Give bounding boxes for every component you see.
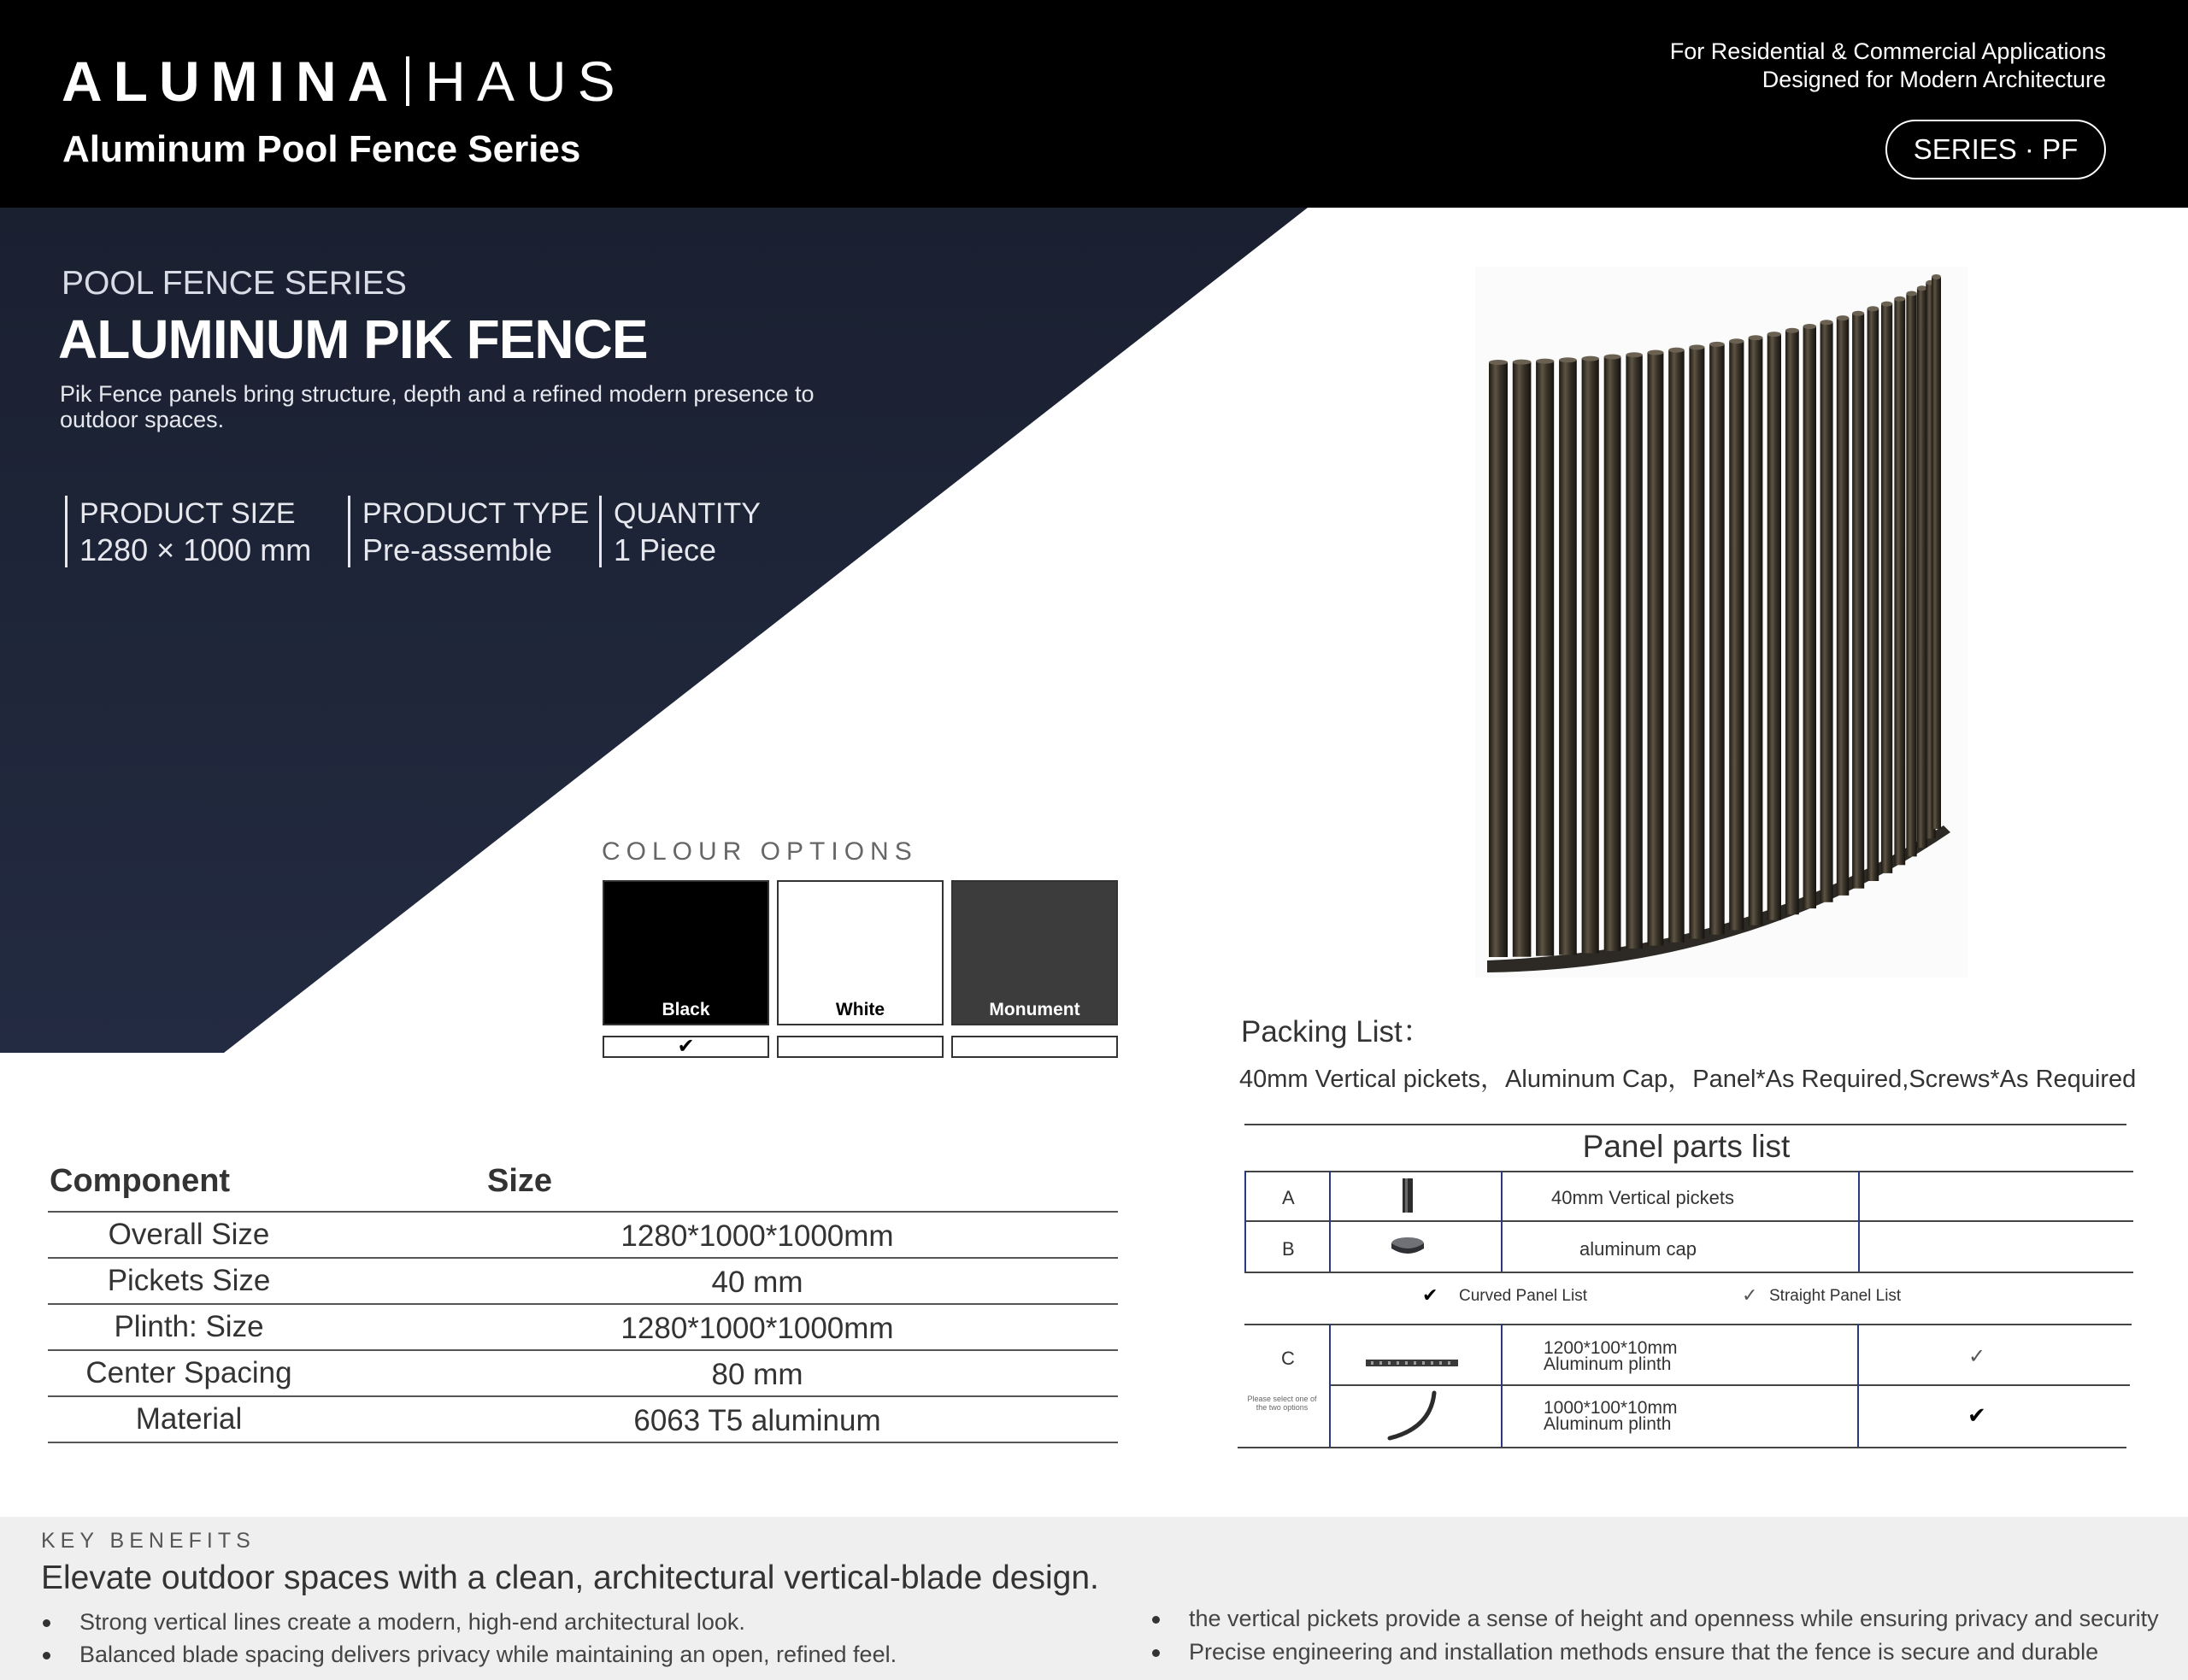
rule: [1244, 1324, 2132, 1325]
spec-product-size: [65, 496, 311, 567]
row-size: 1280*1000*1000mm: [621, 1312, 894, 1345]
fence-picket: [1559, 360, 1577, 955]
picket-cap: [1785, 328, 1799, 333]
fence-picket: [1729, 341, 1744, 930]
fence-picket: [1867, 308, 1879, 881]
rule: [1501, 1324, 1503, 1447]
rule: [1329, 1171, 1331, 1272]
fence-picket: [1894, 299, 1905, 866]
bullet-icon: [43, 1652, 50, 1659]
fence-picket: [1932, 277, 1941, 829]
straight-option-label: Straight Panel List: [1769, 1287, 1902, 1305]
spec-label: PRODUCT TYPE: [362, 497, 590, 530]
rule: [1858, 1171, 1860, 1272]
part-code: A: [1282, 1187, 1295, 1208]
curved-fence-illustration: [1475, 267, 1967, 978]
product-description: Pik Fence panels bring structure, depth and a refined modern presence to outdoor spaces.: [60, 381, 815, 432]
tagline-line2: Designed for Modern Architecture: [1762, 67, 2106, 92]
page-header: [0, 0, 2188, 208]
benefit-text: Strong vertical lines create a modern, high-end architectural look.: [79, 1609, 745, 1635]
picket-cap: [1867, 306, 1879, 311]
picket-cap: [1513, 360, 1532, 365]
picket-cap: [1709, 342, 1725, 347]
fence-product-image: [1475, 267, 1967, 978]
component-table-header: [48, 1158, 1118, 1213]
straight-plinth-icon: [1366, 1359, 1460, 1367]
plinth-name: Aluminum plinth: [1544, 1354, 1672, 1374]
key-benefits-label: KEY BENEFITS: [41, 1529, 256, 1553]
fence-picket: [1513, 362, 1532, 957]
curved-option-label: Curved Panel List: [1459, 1287, 1587, 1305]
picket-cap: [1626, 352, 1642, 357]
picket-cap: [1932, 274, 1941, 279]
check-icon: ✔: [677, 1035, 695, 1058]
brand-secondary: HAUS: [425, 50, 626, 113]
picket-cap: [1894, 297, 1905, 302]
swatch-label: Black: [662, 1000, 710, 1019]
picket-cap: [1917, 285, 1927, 291]
picket-cap: [1648, 350, 1664, 355]
row-size: 6063 T5 aluminum: [633, 1404, 881, 1437]
swatch-monument-checkbox[interactable]: [951, 1036, 1118, 1058]
picket-cap: [1837, 315, 1850, 320]
table-row: [48, 1351, 1118, 1397]
benefit-text: Precise engineering and installation methods ensure that the fence is secure and durable: [1189, 1639, 2099, 1665]
fence-picket: [1648, 353, 1664, 946]
series-badge: SERIES · PF: [1885, 120, 2106, 179]
straight-plinth-check-icon: ✓: [1968, 1345, 1986, 1368]
brand-logo: [62, 50, 626, 113]
picket-cap: [1906, 291, 1916, 297]
fence-picket: [1536, 361, 1554, 956]
picket-cap: [1689, 344, 1704, 350]
curved-check-icon: ✔: [1422, 1284, 1438, 1306]
table-row: [48, 1259, 1118, 1305]
row-size: 80 mm: [711, 1358, 803, 1391]
swatch-white[interactable]: [777, 880, 944, 1025]
plinth-size: 1000*100*10mm: [1544, 1398, 1678, 1418]
part-name: aluminum cap: [1579, 1238, 1697, 1260]
fence-picket: [1767, 334, 1781, 920]
row-component: Pickets Size: [107, 1264, 271, 1297]
spec-value: 1 Piece: [614, 532, 717, 567]
picket-cap: [1881, 302, 1892, 307]
straight-check-icon: ✓: [1742, 1284, 1758, 1306]
swatch-label: Monument: [989, 1000, 1080, 1019]
bullet-icon: [1152, 1616, 1160, 1624]
part-code: C: [1281, 1348, 1295, 1369]
picket-cap: [1559, 357, 1577, 362]
packing-list-items: 40mm Vertical pickets，Aluminum Cap，Panel*As Required,Screws*As Required: [1239, 1066, 2137, 1093]
rule: [1244, 1220, 2133, 1222]
header-component: Component: [50, 1163, 231, 1199]
logo-divider: [406, 56, 409, 106]
key-benefits-headline: Elevate outdoor spaces with a clean, architectural vertical-blade design.: [41, 1560, 1099, 1596]
picket-cap: [1803, 324, 1816, 329]
key-benefits-section: [0, 1517, 2188, 1680]
fence-picket: [1837, 318, 1850, 896]
picket-cap: [1604, 355, 1621, 360]
brand-primary: ALUMINA: [62, 50, 400, 113]
bullet-icon: [1152, 1649, 1160, 1657]
fence-picket: [1709, 344, 1725, 935]
rule: [1501, 1171, 1503, 1272]
spec-value: 1280 × 1000 mm: [79, 532, 312, 567]
swatch-white-checkbox[interactable]: [777, 1036, 944, 1058]
fence-picket: [1604, 357, 1621, 951]
fence-picket: [1881, 304, 1892, 873]
swatch-black[interactable]: [603, 880, 769, 1025]
fence-picket: [1906, 294, 1916, 857]
rule: [1238, 1447, 2126, 1448]
part-code: B: [1282, 1238, 1295, 1260]
spec-label: PRODUCT SIZE: [79, 497, 296, 530]
picket-cap: [1489, 360, 1508, 365]
benefit-text: the vertical pickets provide a sense of height and openness while ensuring privacy and security: [1189, 1606, 2159, 1631]
series-name: Aluminum Pool Fence Series: [62, 128, 581, 170]
spec-value: Pre-assemble: [362, 532, 553, 567]
fence-picket: [1689, 347, 1704, 938]
spec-product-type: [348, 496, 589, 567]
fence-picket: [1852, 314, 1864, 889]
row-component: Material: [135, 1402, 243, 1436]
table-row: [48, 1397, 1118, 1443]
benefit-item: [1152, 1606, 2159, 1632]
plinth-name: Aluminum plinth: [1544, 1414, 1672, 1434]
plinth-straight-spec: [1544, 1340, 1677, 1372]
picket-icon: [1402, 1178, 1414, 1213]
fence-picket: [1582, 359, 1599, 954]
header-size: Size: [487, 1163, 553, 1199]
picket-cap: [1852, 311, 1864, 316]
picket-cap: [1767, 332, 1781, 337]
benefit-item: [1152, 1639, 2098, 1665]
rule: [1329, 1324, 1331, 1447]
benefit-text: Balanced blade spacing delivers privacy while maintaining an open, refined feel.: [79, 1642, 897, 1667]
swatch-label: White: [835, 1000, 885, 1019]
row-size: 40 mm: [711, 1266, 803, 1299]
fence-picket: [1749, 338, 1763, 925]
fence-picket: [1820, 322, 1833, 902]
component-table: [48, 1158, 1118, 1443]
row-component: Center Spacing: [85, 1356, 292, 1389]
plinth-curved-spec: [1544, 1400, 1677, 1432]
panel-parts-list: [1238, 1124, 2135, 1450]
fence-picket: [1668, 350, 1685, 943]
tagline: [1670, 38, 2106, 94]
picket-cap: [1582, 356, 1599, 361]
row-component: Overall Size: [108, 1218, 270, 1251]
bullet-icon: [43, 1619, 50, 1627]
swatch-monument[interactable]: [951, 880, 1118, 1025]
benefit-item: [43, 1642, 897, 1668]
fence-picket: [1785, 331, 1799, 914]
fence-picket: [1917, 288, 1927, 848]
spec-quantity: [599, 496, 761, 567]
picket-cap: [1820, 320, 1833, 325]
spec-label: QUANTITY: [614, 497, 761, 530]
picket-cap: [1668, 348, 1684, 353]
curved-plinth-icon: [1385, 1390, 1438, 1442]
rule: [1244, 1272, 2133, 1273]
plinth-select-note: Please select one of the two options: [1247, 1395, 1317, 1412]
panel-parts-title: Panel parts list: [1582, 1129, 1791, 1164]
colour-options-heading: COLOUR OPTIONS: [602, 837, 918, 866]
benefit-item: [43, 1609, 745, 1636]
swatch-black-checkbox[interactable]: [603, 1036, 769, 1058]
row-component: Plinth: Size: [114, 1310, 264, 1343]
rule: [1857, 1324, 1859, 1447]
table-row: [48, 1213, 1118, 1259]
row-size: 1280*1000*1000mm: [621, 1219, 894, 1253]
rule: [1244, 1171, 2133, 1172]
fence-picket: [1489, 362, 1508, 957]
tagline-line1: For Residential & Commercial Applications: [1669, 38, 2106, 64]
table-row: [48, 1305, 1118, 1351]
picket-cap: [1729, 338, 1744, 344]
rule: [1244, 1171, 1246, 1272]
cap-icon: [1390, 1237, 1426, 1259]
picket-cap: [1749, 335, 1763, 340]
product-title: ALUMINUM PIK FENCE: [58, 308, 648, 370]
packing-list-title: Packing List：: [1241, 1015, 1432, 1049]
rule: [1244, 1124, 2126, 1125]
plinth-size: 1200*100*10mm: [1544, 1338, 1678, 1358]
picket-cap: [1536, 359, 1554, 364]
curved-plinth-check-icon: ✔: [1967, 1402, 1986, 1428]
rule: [1329, 1384, 2130, 1386]
part-name: 40mm Vertical pickets: [1551, 1187, 1734, 1208]
fence-picket: [1803, 326, 1816, 908]
hero-eyebrow: POOL FENCE SERIES: [62, 265, 407, 302]
fence-picket: [1626, 355, 1642, 949]
